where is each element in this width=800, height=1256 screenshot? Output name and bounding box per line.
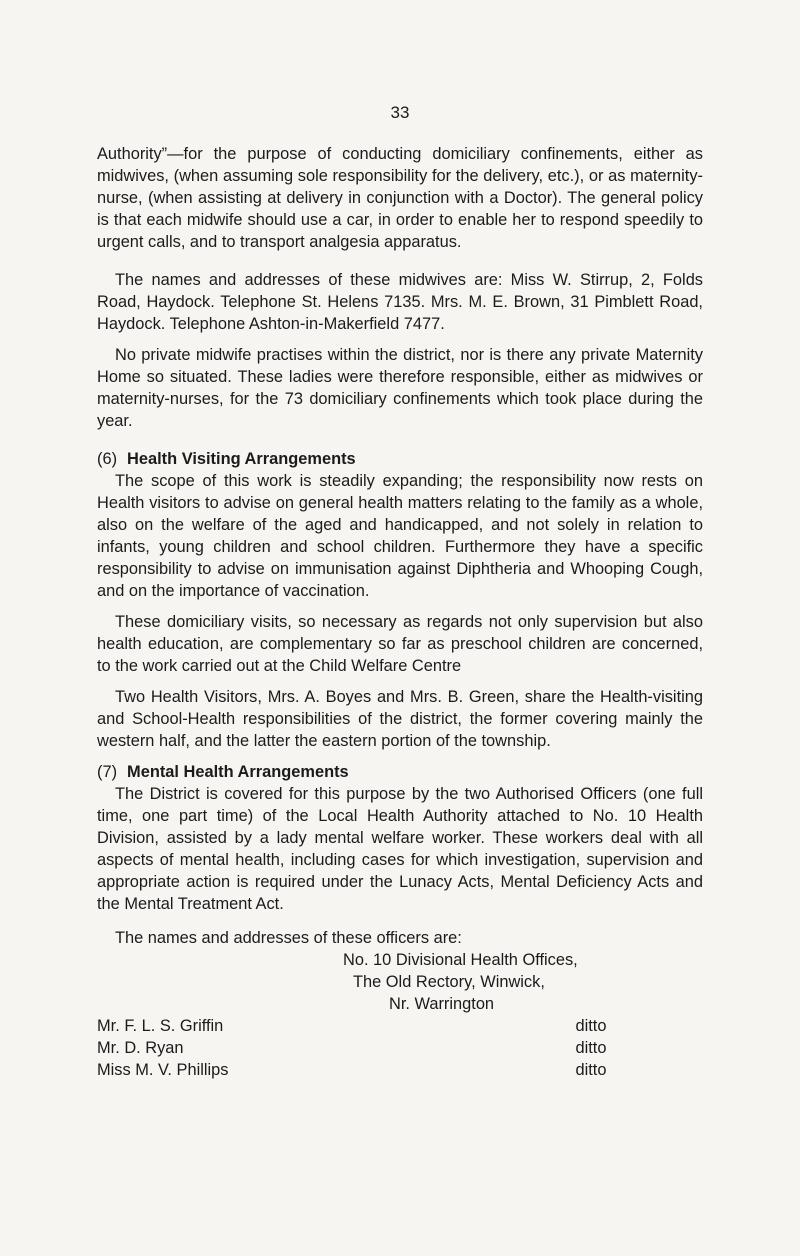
section-title: Mental Health Arrangements	[127, 763, 349, 781]
section-number: (7)	[97, 763, 118, 781]
section-heading-health-visiting	[97, 448, 703, 470]
paragraph-mental-health-coverage: The District is covered for this purpose by the two Authorised Officers (one full time, one part time) of the Local Health Authority attached to No. 10 Health Division, assisted by a lady mental welfare worker. These workers deal with all aspects of mental health, including cases for which investigation, supervision and appropriate action is required under the Lunacy Acts, Mental Deficiency Acts and the Mental Treatment Act.	[97, 785, 703, 913]
officer-row	[97, 1059, 703, 1081]
paragraph-health-visiting-scope: The scope of this work is steadily expanding; the responsibility now rests on Health visitors to advise on general health matters relating to the family as a whole, also on the welfare of the aged and handicapped, and not solely in relation to infants, young children and school children. Furthermore they have a specific responsibility to advise on immunisation against Diphtheria and Whooping Cough, and on the importance of vaccination.	[97, 472, 703, 600]
paragraph-health-visitors: Two Health Visitors, Mrs. A. Boyes and Mrs. B. Green, share the Health-visiting and School-Health responsibilities of the district, the former covering mainly the western half, and the latter the eastern portion of the township.	[97, 688, 703, 750]
officers-address-block	[97, 949, 703, 1015]
officer-row	[97, 1015, 703, 1037]
page-number: 33	[390, 103, 410, 122]
address-line: No. 10 Divisional Health Offices,	[343, 951, 578, 969]
officer-name: Mr. D. Ryan	[97, 1039, 184, 1057]
section-number: (6)	[97, 450, 118, 468]
address-line: Nr. Warrington	[389, 995, 495, 1013]
paragraph-domiciliary-visits: These domiciliary visits, so necessary as regards not only supervision but also health education, are complementary so far as preschool children are concerned, to the work carried out at the Child Welfare Centre	[97, 613, 703, 675]
address-line: The Old Rectory, Winwick,	[353, 973, 545, 991]
officer-row	[97, 1037, 703, 1059]
section-heading-mental-health	[97, 761, 703, 783]
officer-address: ditto	[575, 1061, 607, 1079]
paragraph-midwife-addresses: The names and addresses of these midwives are: Miss W. Stirrup, 2, Folds Road, Haydock. Telephone St. Helens 7135. Mrs. M. E. Brown, 31 Pimblett Road, Haydock. Telephone Ashton-in-Makerfield 7477.	[97, 271, 703, 333]
officer-address: ditto	[575, 1039, 607, 1057]
document-body	[97, 143, 703, 1081]
section-title: Health Visiting Arrangements	[127, 450, 356, 468]
officer-address: ditto	[575, 1017, 607, 1035]
officer-name: Miss M. V. Phillips	[97, 1061, 229, 1079]
paragraph-officers-intro: The names and addresses of these officers are:	[115, 929, 462, 947]
officer-name: Mr. F. L. S. Griffin	[97, 1017, 224, 1035]
paragraph-private-midwives: No private midwife practises within the district, nor is there any private Maternity Home so situated. These ladies were therefore responsible, either as midwives or maternity-nurses, for the 73 domiciliary confinements which took place during the year.	[97, 346, 703, 430]
paragraph-midwives-purpose: Authority”—for the purpose of conducting domiciliary confinements, either as midwives, (when assuming sole responsibility for the delivery, etc.), or as maternity-nurse, (when assisting at delivery in conjunction with a Doctor). The general policy is that each midwife should use a car, in order to enable her to respond speedily to urgent calls, and to transport analgesia apparatus.	[97, 145, 703, 251]
officers-list	[97, 1015, 703, 1081]
